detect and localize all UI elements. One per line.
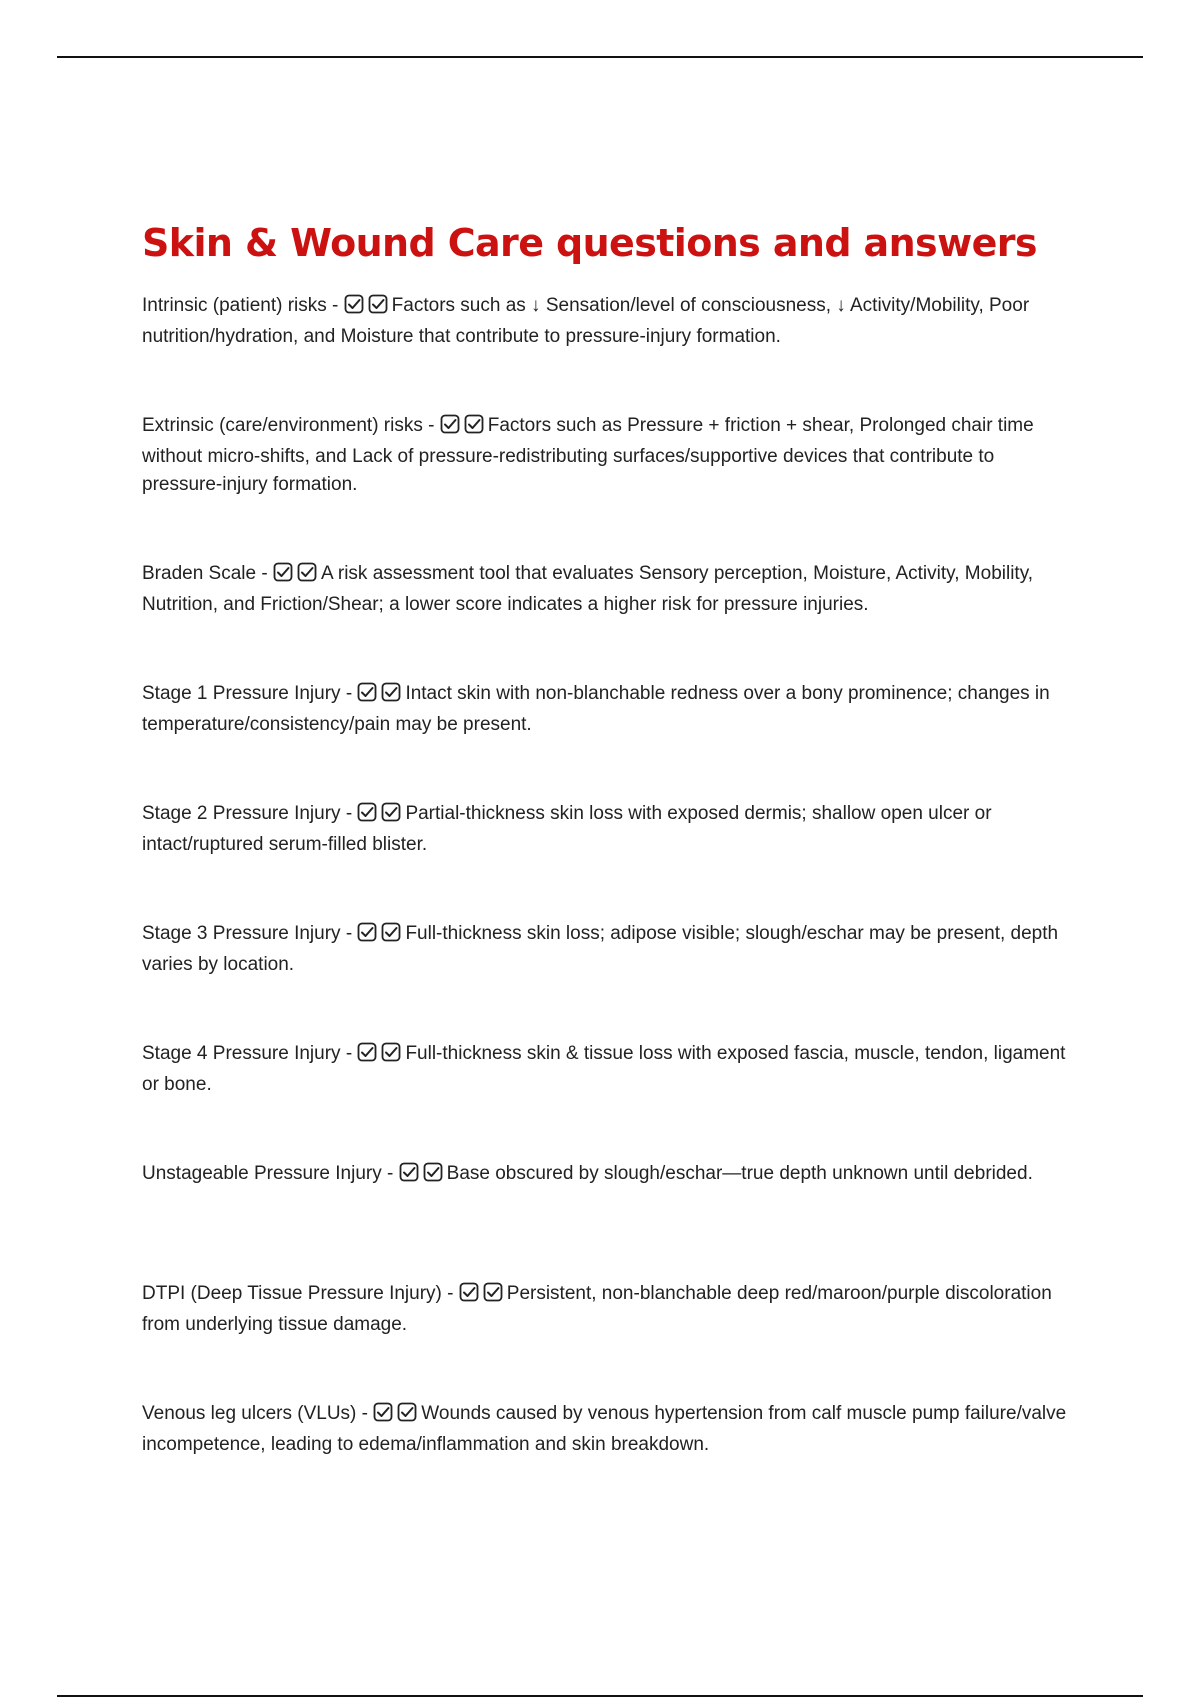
qa-term: DTPI (Deep Tissue Pressure Injury) [142, 1283, 442, 1304]
qa-answer: Intact skin with non-blanchable redness over a bony prominence; changes in temperature/consistency/pain may be present. [142, 683, 1050, 735]
checkbox-checked-icon [373, 1402, 393, 1422]
bottom-rule [57, 1695, 1143, 1697]
qa-item [142, 800, 1072, 856]
checkbox-checked-icon [273, 562, 293, 582]
qa-separator: - [356, 1403, 374, 1424]
checkbox-checked-icon [381, 682, 401, 702]
qa-answer: Base obscured by slough/eschar—true depth unknown until debrided. [446, 1163, 1033, 1184]
qa-term: Stage 2 Pressure Injury [142, 803, 341, 824]
qa-item [142, 292, 1072, 348]
qa-item [142, 1280, 1072, 1336]
qa-term: Stage 3 Pressure Injury [142, 923, 341, 944]
qa-item [142, 560, 1072, 616]
checkbox-checked-icon [397, 1402, 417, 1422]
qa-separator: - [340, 1043, 358, 1064]
check-icons [273, 562, 321, 591]
qa-item [142, 680, 1072, 736]
qa-term: Stage 4 Pressure Injury [142, 1043, 341, 1064]
qa-item [142, 1160, 1072, 1216]
qa-term: Venous leg ulcers (VLUs) [142, 1403, 357, 1424]
checkbox-checked-icon [483, 1282, 503, 1302]
qa-answer: Full-thickness skin loss; adipose visible; slough/eschar may be present, depth varies by location. [142, 923, 1059, 975]
qa-list [142, 292, 1072, 1456]
checkbox-checked-icon [423, 1162, 443, 1182]
qa-term: Intrinsic (patient) risks [142, 295, 327, 316]
qa-term: Stage 1 Pressure Injury [142, 683, 341, 704]
qa-separator: - [441, 1283, 459, 1304]
checkbox-checked-icon [464, 414, 484, 434]
qa-answer: Partial-thickness skin loss with exposed dermis; shallow open ulcer or intact/ruptured serum-filled blister. [142, 803, 992, 855]
checkbox-checked-icon [357, 922, 377, 942]
check-icons [373, 1402, 421, 1431]
checkbox-checked-icon [440, 414, 460, 434]
checkbox-checked-icon [368, 294, 388, 314]
qa-answer: Wounds caused by venous hypertension from calf muscle pump failure/valve incompetence, leading to edema/inflammation and skin breakdown. [142, 1403, 1067, 1455]
document-title: Skin & Wound Care questions and answers [142, 221, 1037, 265]
checkbox-checked-icon [459, 1282, 479, 1302]
check-icons [357, 1042, 405, 1071]
check-icons [440, 414, 488, 443]
qa-separator: - [340, 683, 358, 704]
checkbox-checked-icon [381, 922, 401, 942]
checkbox-checked-icon [381, 802, 401, 822]
qa-separator: - [340, 803, 358, 824]
qa-answer: Factors such as Pressure + friction + shear, Prolonged chair time without micro-shifts, and Lack of pressure-redistributing surfaces/supportive devices that contribute to pressure-injury formation. [142, 415, 1034, 495]
checkbox-checked-icon [297, 562, 317, 582]
qa-separator: - [422, 415, 440, 436]
checkbox-checked-icon [357, 1042, 377, 1062]
qa-separator: - [326, 295, 344, 316]
qa-answer: Factors such as ↓ Sensation/level of consciousness, ↓ Activity/Mobility, Poor nutrition/hydration, and Moisture that contribute to pressure-injury formation. [142, 295, 1030, 347]
qa-answer: Persistent, non-blanchable deep red/maroon/purple discoloration from underlying tissue damage. [142, 1283, 1052, 1335]
check-icons [459, 1282, 507, 1311]
checkbox-checked-icon [381, 1042, 401, 1062]
qa-item [142, 1400, 1072, 1456]
qa-item [142, 1040, 1072, 1096]
check-icons [399, 1162, 447, 1191]
check-icons [357, 682, 405, 711]
check-icons [357, 922, 405, 951]
qa-answer: A risk assessment tool that evaluates Sensory perception, Moisture, Activity, Mobility, Nutrition, and Friction/Shear; a lower score indicates a higher risk for pressure injuries. [142, 563, 1034, 615]
qa-term: Extrinsic (care/environment) risks [142, 415, 423, 436]
check-icons [344, 294, 392, 323]
document-body [142, 218, 1072, 1520]
qa-separator: - [256, 563, 273, 584]
qa-term: Braden Scale [142, 563, 257, 584]
checkbox-checked-icon [344, 294, 364, 314]
check-icons [357, 802, 405, 831]
qa-separator: - [340, 923, 358, 944]
qa-term: Unstageable Pressure Injury [142, 1163, 382, 1184]
qa-item [142, 920, 1072, 976]
checkbox-checked-icon [357, 682, 377, 702]
qa-item [142, 412, 1072, 496]
checkbox-checked-icon [399, 1162, 419, 1182]
qa-answer: Full-thickness skin & tissue loss with exposed fascia, muscle, tendon, ligament or bone. [142, 1043, 1066, 1095]
qa-separator: - [381, 1163, 399, 1184]
checkbox-checked-icon [357, 802, 377, 822]
top-rule [57, 56, 1143, 58]
